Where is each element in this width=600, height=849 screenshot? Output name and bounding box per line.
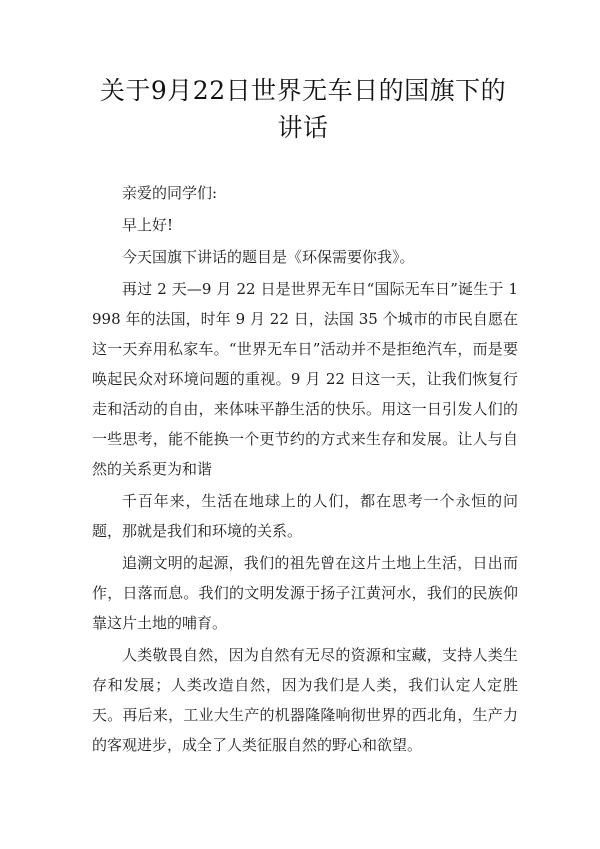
speech-topic: 今天国旗下讲话的题目是《环保需要你我》。: [122, 248, 415, 266]
paragraph-car-free-day: 再过 2 天—9 月 22 日是世界无车日“国际无车日”诞生于 1998 年的法国，时年 9 月 22 日，法国 35 个城市的市民自愿在这一天弃用私家车。“世界无车日”活动并不是拒绝汽车，而是要唤起民众对环境问题的重视。9 月 22 日这一天，让我们恢复行走和活动的自由，来体味平静生活的快乐。用这一日引发人们的一些思考，能不能换一个更节约的方式来生存和发展。让人与自然的关系更为和谐: [92, 280, 518, 478]
paragraph-environment-relationship: 千百年来，生活在地球上的人们，都在思考一个永恒的问题，那就是我们和环境的关系。: [92, 492, 518, 540]
paragraph-human-nature: 人类敬畏自然，因为自然有无尽的资源和宝藏，支持人类生存和发展；人类改造自然，因为我们是人类，我们认定人定胜天。再后来，工业大生产的机器隆隆响彻世界的西北角，生产力的客观进步，成全了人类征服自然的野心和欲望。: [92, 646, 518, 754]
greeting-salutation: 亲爱的同学们:: [122, 184, 218, 202]
document-body: [92, 178, 518, 760]
document-title: 关于9月22日世界无车日的国旗下的讲话: [99, 76, 507, 142]
paragraph-civilization-origin: 追溯文明的起源，我们的祖先曾在这片土地上生活，日出而作，日落而息。我们的文明发源于扬子江黄河水，我们的民族仰靠这片土地的哺育。: [92, 554, 518, 632]
greeting-morning: 早上好!: [122, 216, 174, 234]
